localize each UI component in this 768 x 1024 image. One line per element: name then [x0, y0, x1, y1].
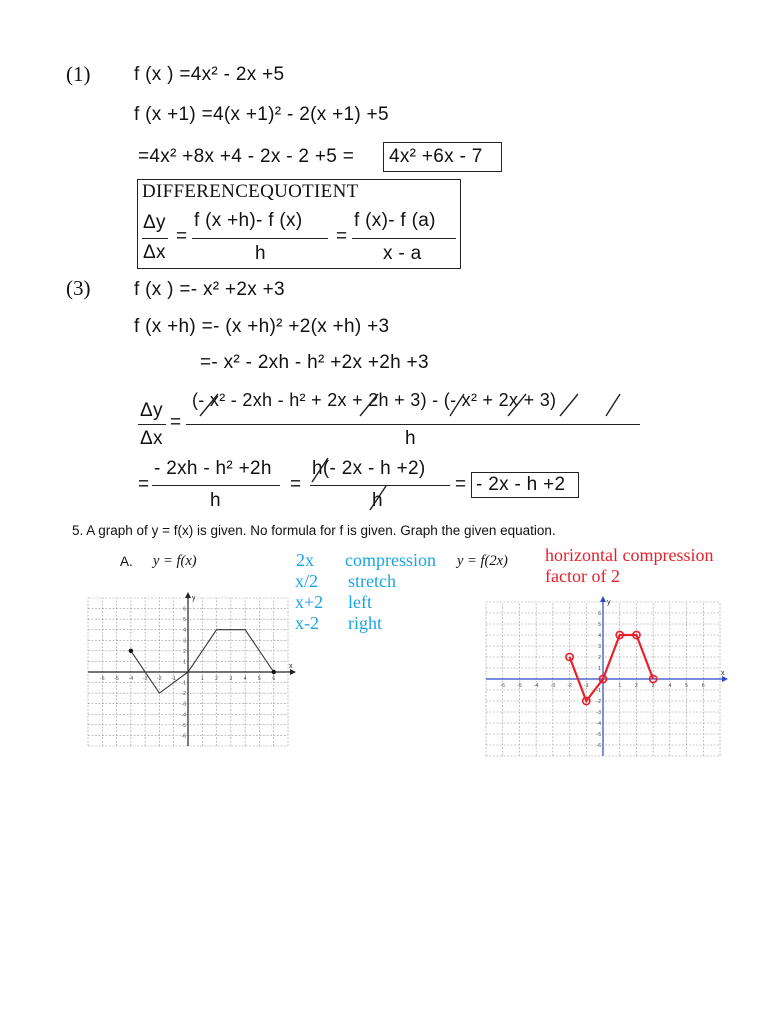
dq-dx: Δx: [143, 242, 166, 263]
x-tick-label: -5: [517, 683, 522, 689]
problem-1-line-3: =4x² +8x +4 - 2x - 2 +5 =: [138, 146, 355, 167]
x-tick-label: -2: [567, 683, 572, 689]
endpoint-dot: [129, 649, 133, 653]
problem-1-label: (1): [66, 62, 91, 86]
y-tick-label: -1: [181, 680, 186, 687]
y-tick-label: 2: [598, 655, 601, 661]
problem-3-line-3: =- x² - 2xh - h² +2x +2h +3: [200, 352, 429, 373]
x-tick-label: 1: [618, 683, 622, 689]
note-meaning-1: compression: [345, 550, 436, 570]
p3-equals-1: =: [170, 412, 182, 433]
x-tick-label: -1: [171, 676, 176, 682]
x-tick-label: -2: [157, 676, 162, 682]
x-tick-label: -3: [142, 676, 148, 682]
x-tick-label: 5: [685, 683, 688, 689]
y-tick-label: -2: [181, 691, 186, 698]
transformed-equation: y = f(2x): [457, 553, 508, 569]
problem-3-answer: - 2x - h +2: [476, 474, 566, 495]
note-meaning-4: right: [348, 613, 382, 633]
part-a-label: A.: [120, 554, 133, 569]
p3-big-denominator: h: [405, 428, 416, 449]
y-tick-label: 4: [183, 627, 186, 634]
p3-bar-dy: [138, 424, 166, 425]
x-tick-label: 5: [258, 676, 261, 682]
y-tick-label: 4: [598, 633, 601, 639]
y-axis-arrow: [185, 592, 191, 598]
dq-numerator-1: f (x +h)- f (x): [194, 210, 303, 231]
dq-bar-2: [192, 238, 328, 239]
problem-3-line-1: f (x ) =- x² +2x +3: [134, 279, 285, 300]
y-tick-label: -3: [596, 710, 601, 716]
x-tick-label: 6: [701, 683, 705, 689]
problem-1-answer: 4x² +6x - 7: [389, 146, 483, 167]
dq-denominator-1: h: [255, 243, 266, 264]
p3-dx: Δx: [140, 428, 163, 449]
p3-factored-numerator: h(- 2x - h +2): [312, 458, 426, 479]
p3-equals-4: =: [455, 474, 467, 495]
y-tick-label: 1: [183, 659, 186, 666]
y-axis-label: y: [607, 599, 611, 606]
note-meaning-3: left: [348, 592, 372, 612]
y-tick-label: 3: [598, 644, 601, 650]
cancel-strokes-h: [308, 454, 468, 524]
p3-bar-big: [186, 424, 640, 425]
dq-numerator-2: f (x)- f (a): [354, 210, 436, 231]
part-a-equation: y = f(x): [153, 553, 197, 569]
p3-big-numerator: (- x² - 2xh - h² + 2x + 2h + 3) - (- x² + 2x + 3): [192, 390, 557, 410]
y-tick-label: -4: [596, 721, 601, 727]
x-tick-label: 1: [200, 676, 204, 682]
dq-bar-1: [142, 238, 168, 239]
problem-1-line-1: f (x ) =4x² - 2x +5: [134, 64, 285, 85]
x-axis-label: x: [721, 670, 725, 677]
x-tick-label: 4: [668, 683, 672, 689]
p3-step-denominator: h: [210, 490, 221, 511]
y-tick-label: -2: [596, 699, 601, 705]
problem-1-line-2: f (x +1) =4(x +1)² - 2(x +1) +5: [134, 104, 389, 125]
problem-3-line-2: f (x +h) =- (x +h)² +2(x +h) +3: [134, 316, 390, 337]
difference-quotient-title: DIFFERENCEQUOTIENT: [142, 181, 359, 202]
p3-equals-2: =: [138, 474, 150, 495]
y-axis-label: y: [192, 595, 196, 602]
p3-factored-denominator: h: [372, 490, 383, 511]
x-axis-label: x: [289, 663, 293, 670]
red-note-line-2: factor of 2: [545, 566, 620, 586]
note-key-2: x/2: [295, 571, 319, 591]
y-tick-label: 3: [183, 638, 186, 645]
cancel-strokes: [188, 386, 648, 426]
y-tick-label: -1: [596, 688, 601, 694]
p3-bar-step: [152, 485, 280, 486]
dq-equals-2: =: [336, 226, 348, 247]
y-tick-label: 2: [183, 648, 186, 655]
problem-5-statement: 5. A graph of y = f(x) is given. No formula for f is given. Graph the given equation.: [72, 523, 556, 538]
x-tick-label: 3: [651, 683, 655, 689]
x-tick-label: -3: [550, 683, 556, 689]
x-tick-label: 2: [635, 683, 638, 689]
y-tick-label: -5: [181, 722, 186, 729]
y-tick-label: 5: [598, 622, 601, 628]
y-tick-label: -6: [596, 743, 601, 749]
dq-bar-3: [352, 238, 456, 239]
note-meaning-2: stretch: [348, 571, 396, 591]
p3-bar-factored: [310, 485, 450, 486]
y-tick-label: 1: [598, 666, 601, 672]
y-tick-label: -6: [181, 733, 186, 740]
x-tick-label: 2: [215, 676, 218, 682]
y-axis-arrow: [600, 596, 606, 602]
x-tick-label: -4: [533, 683, 539, 689]
endpoint-dot: [272, 670, 276, 674]
dq-dy: Δy: [143, 212, 166, 233]
problem-3-label: (3): [66, 276, 91, 300]
x-tick-label: 6: [272, 676, 276, 682]
x-tick-label: -4: [128, 676, 134, 682]
y-tick-label: 6: [183, 606, 186, 613]
note-key-4: x-2: [295, 613, 319, 633]
p3-equals-3: =: [290, 474, 302, 495]
y-tick-label: 5: [183, 617, 186, 624]
x-tick-label: -6: [100, 676, 105, 682]
x-tick-label: 4: [243, 676, 247, 682]
x-tick-label: -1: [584, 683, 589, 689]
dq-equals-1: =: [176, 226, 188, 247]
graph-compressed: [480, 596, 730, 762]
y-tick-label: -3: [181, 701, 186, 708]
dq-denominator-2: x - a: [383, 243, 422, 264]
x-tick-label: -5: [114, 676, 119, 682]
y-tick-label: 6: [598, 611, 601, 617]
graph-original: [82, 592, 298, 752]
y-tick-label: -5: [596, 732, 601, 738]
y-tick-label: -4: [181, 712, 186, 719]
p3-step-numerator: - 2xh - h² +2h: [154, 458, 272, 479]
red-note-line-1: horizontal compression: [545, 545, 714, 565]
x-tick-label: 3: [229, 676, 233, 682]
note-key-1: 2x: [296, 550, 314, 570]
note-key-3: x+2: [295, 592, 324, 612]
x-tick-label: -6: [500, 683, 505, 689]
p3-dy: Δy: [140, 400, 163, 421]
